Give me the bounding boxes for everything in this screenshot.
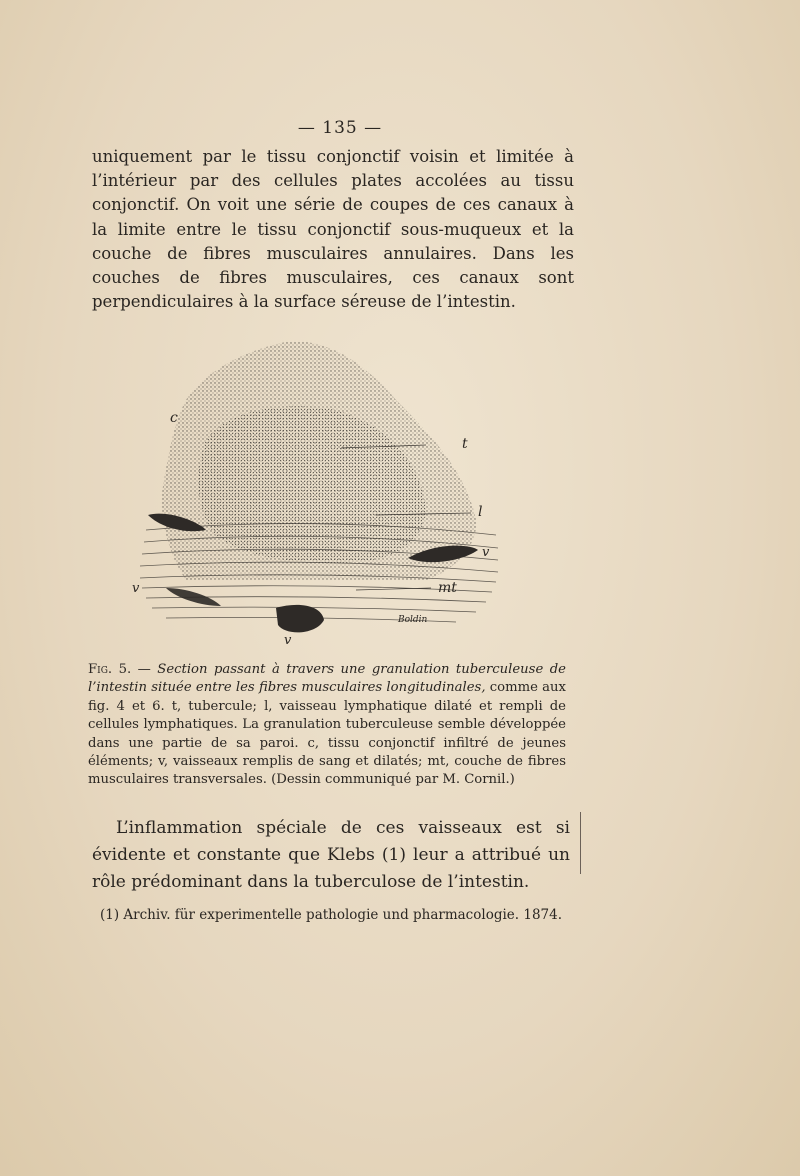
body-paragraph-2: L’inflammation spéciale de ces vaisseaux est si évidente et constante que Klebs (1) leur a attribué un rôle prédominant dans la tuberculose de l’intestin. bbox=[92, 818, 570, 892]
caption-body: comme aux fig. 4 et 6. t, tubercule; l, vaisseau lymphatique dilaté et rempli de cellules lymphatiques. La granulation tuberculeuse semble développée dans une partie de sa paroi. c, tissu conjonctif infiltré de jeunes éléments; v, vaisseaux remplis de sang et dilatés; mt, couche de fibres musculaires transversales. (Dessin communiqué par M. Cornil.) bbox=[88, 680, 566, 788]
figure-caption bbox=[88, 661, 566, 790]
label-v-bottom: v bbox=[284, 633, 292, 648]
figure-illustration bbox=[126, 330, 506, 650]
label-l: l bbox=[478, 504, 483, 520]
body-paragraph-1: uniquement par le tissu conjonctif voisin et limitée à l’intérieur par des cellules plates accolées au tissu conjonctif. On voit une série de coupes de ces canaux à la limite entre le tissu conjonctif sous-muqueux et la couche de fibres musculaires annulaires. Dans les couches de fibres musculaires, ces canaux sont perpendiculaires à la surface séreuse de l’intestin. bbox=[92, 147, 574, 312]
label-t: t bbox=[462, 436, 468, 452]
label-v-right: v bbox=[482, 545, 490, 560]
vessel-bottom bbox=[276, 605, 324, 632]
caption-title: — Section passant à travers une granulation tuberculeuse de l’intestin située entre les fibres musculaires longitudinales, bbox=[88, 662, 566, 696]
label-c: c bbox=[170, 410, 178, 426]
page-number: — 135 — bbox=[297, 118, 383, 138]
label-mt: mt bbox=[438, 580, 457, 596]
margin-mark bbox=[580, 812, 581, 874]
footnote: (1) Archiv. für experimentelle pathologie und pharmacologie. 1874. bbox=[100, 907, 562, 923]
artist-signature: Boldin bbox=[398, 615, 428, 625]
granulation-drawing bbox=[126, 330, 506, 650]
label-v-left: v bbox=[132, 581, 140, 596]
caption-figure-number: Fig. 5. bbox=[88, 662, 132, 677]
